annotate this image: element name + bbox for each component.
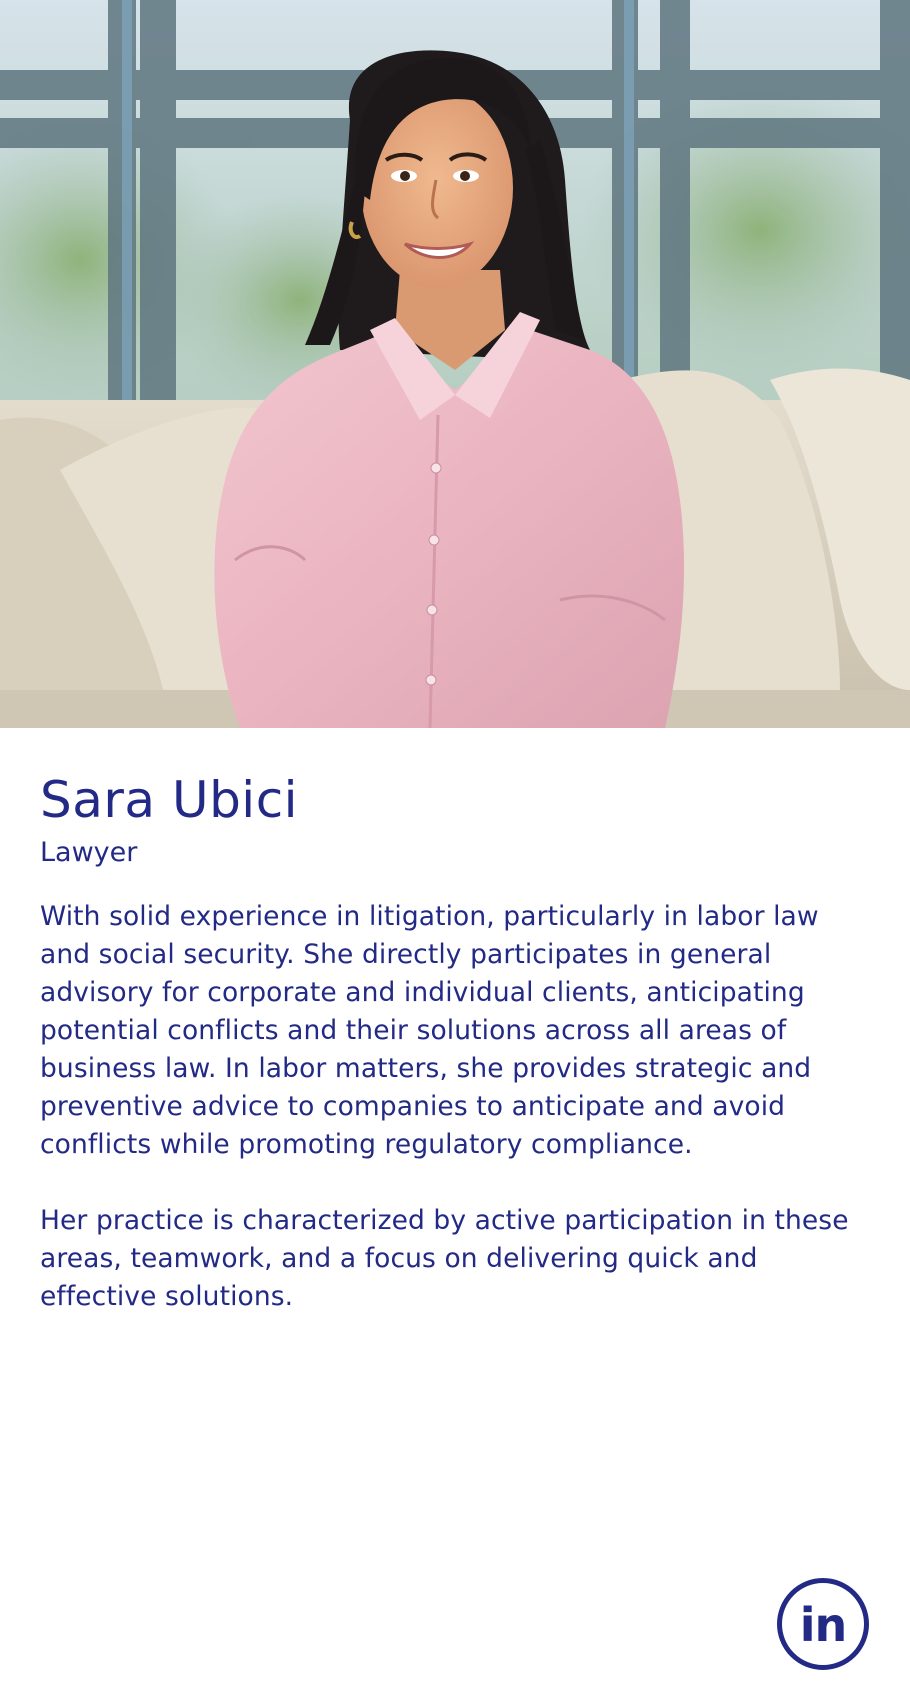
linkedin-icon: in (799, 1598, 847, 1652)
linkedin-button[interactable] (777, 1578, 869, 1670)
profile-bio (40, 898, 870, 1316)
profile-role: Lawyer (40, 837, 138, 868)
profile-details (40, 772, 870, 1316)
bio-paragraph: With solid experience in litigation, particularly in labor law and social security. She directly participates in general advisory for corporate and individual clients, anticipating potential conflicts and their solutions across all areas of business law. In labor matters, she provides strategic and preventive advice to companies to anticipate and avoid conflicts while promoting regulatory compliance. (40, 900, 819, 1160)
profile-photo (0, 0, 910, 728)
profile-name: Sara Ubici (40, 771, 299, 829)
bio-paragraph: Her practice is characterized by active participation in these areas, teamwork, and a focus on delivering quick and effective solutions. (40, 1204, 849, 1312)
